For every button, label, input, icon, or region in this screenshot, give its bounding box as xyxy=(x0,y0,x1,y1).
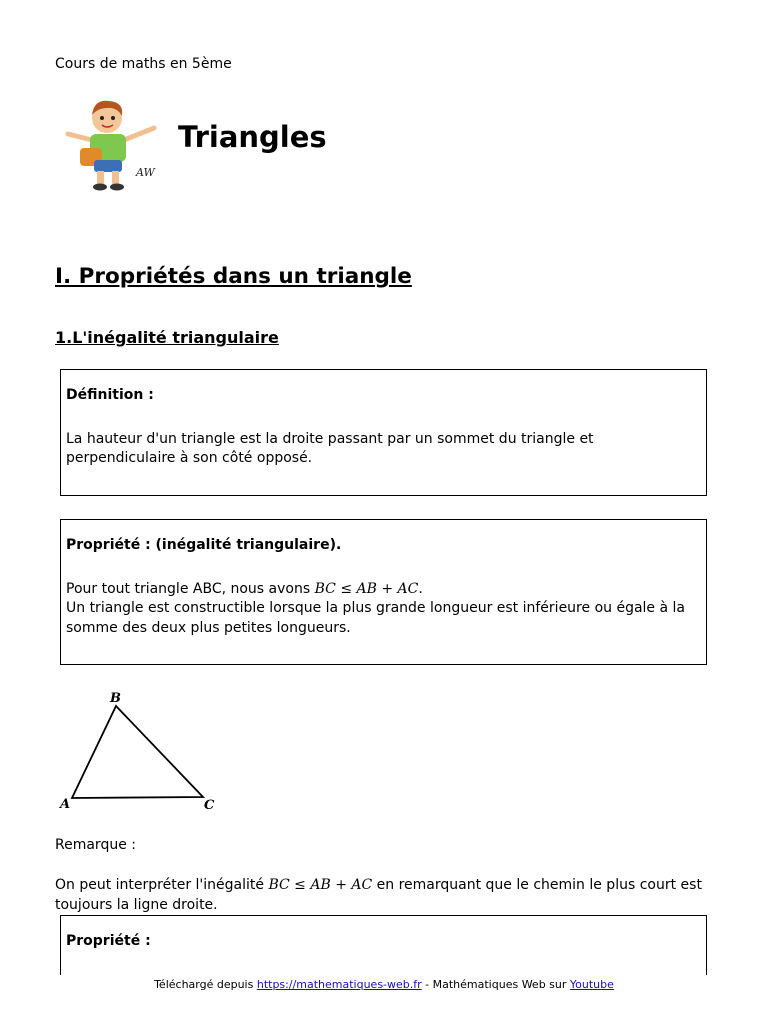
property-line-1 xyxy=(66,580,701,600)
course-label: Cours de maths en 5ème xyxy=(55,56,232,72)
footer-prefix: Téléchargé depuis xyxy=(154,978,257,991)
remark-formula-lhs: BC xyxy=(268,877,290,893)
triangle-figure xyxy=(58,690,222,814)
section-heading: I. Propriétés dans un triangle xyxy=(55,264,412,289)
definition-text: La hauteur d'un triangle est la droite passant par un sommet du triangle et perpendiculaire à son côté opposé. xyxy=(66,430,594,466)
vertex-label-a: A xyxy=(60,797,71,812)
remark-prefix: On peut interpréter l'inégalité xyxy=(55,877,269,893)
triangle-shape xyxy=(72,706,203,798)
property-line-1-suffix: . xyxy=(418,580,423,597)
page-title: Triangles xyxy=(178,120,327,154)
remark-text xyxy=(55,876,715,915)
student-boy-mascot-icon xyxy=(62,96,162,192)
remark-formula xyxy=(268,877,372,893)
property-title: Propriété : (inégalité triangulaire). xyxy=(66,537,342,553)
vertex-label-b: B xyxy=(110,691,121,706)
footer-middle: - Mathématiques Web sur xyxy=(421,978,570,991)
remark-formula-rhs: AB + AC xyxy=(310,877,373,893)
remark-suffix: en remarquant que le chemin le plus court est toujours la ligne droite. xyxy=(55,877,702,913)
mascot-signature: AW xyxy=(136,166,155,179)
property-line-2: Un triangle est constructible lorsque la plus grande longueur est inférieure ou égale à la somme des deux plus petites longueurs. xyxy=(66,600,685,636)
subsection-heading: 1.L'inégalité triangulaire xyxy=(55,328,279,347)
property-2-box xyxy=(60,915,707,975)
definition-box xyxy=(60,369,707,496)
formula-rhs: AB + AC xyxy=(356,580,419,597)
remark-label: Remarque : xyxy=(55,837,136,853)
property-box xyxy=(60,519,707,665)
property-2-title: Propriété : xyxy=(66,933,151,949)
formula-lhs: BC xyxy=(314,580,336,597)
footer-youtube-link[interactable]: Youtube xyxy=(569,978,614,991)
property-line-1-prefix: Pour tout triangle ABC, nous avons xyxy=(66,580,315,597)
footer-site-link[interactable]: https://mathematiques-web.fr xyxy=(256,978,422,991)
definition-title: Définition : xyxy=(66,387,154,403)
page-footer xyxy=(0,978,768,991)
remark-formula-operator: ≤ xyxy=(294,877,306,893)
formula-operator: ≤ xyxy=(340,580,353,597)
inequality-formula xyxy=(315,581,419,597)
vertex-label-c: C xyxy=(204,798,215,813)
